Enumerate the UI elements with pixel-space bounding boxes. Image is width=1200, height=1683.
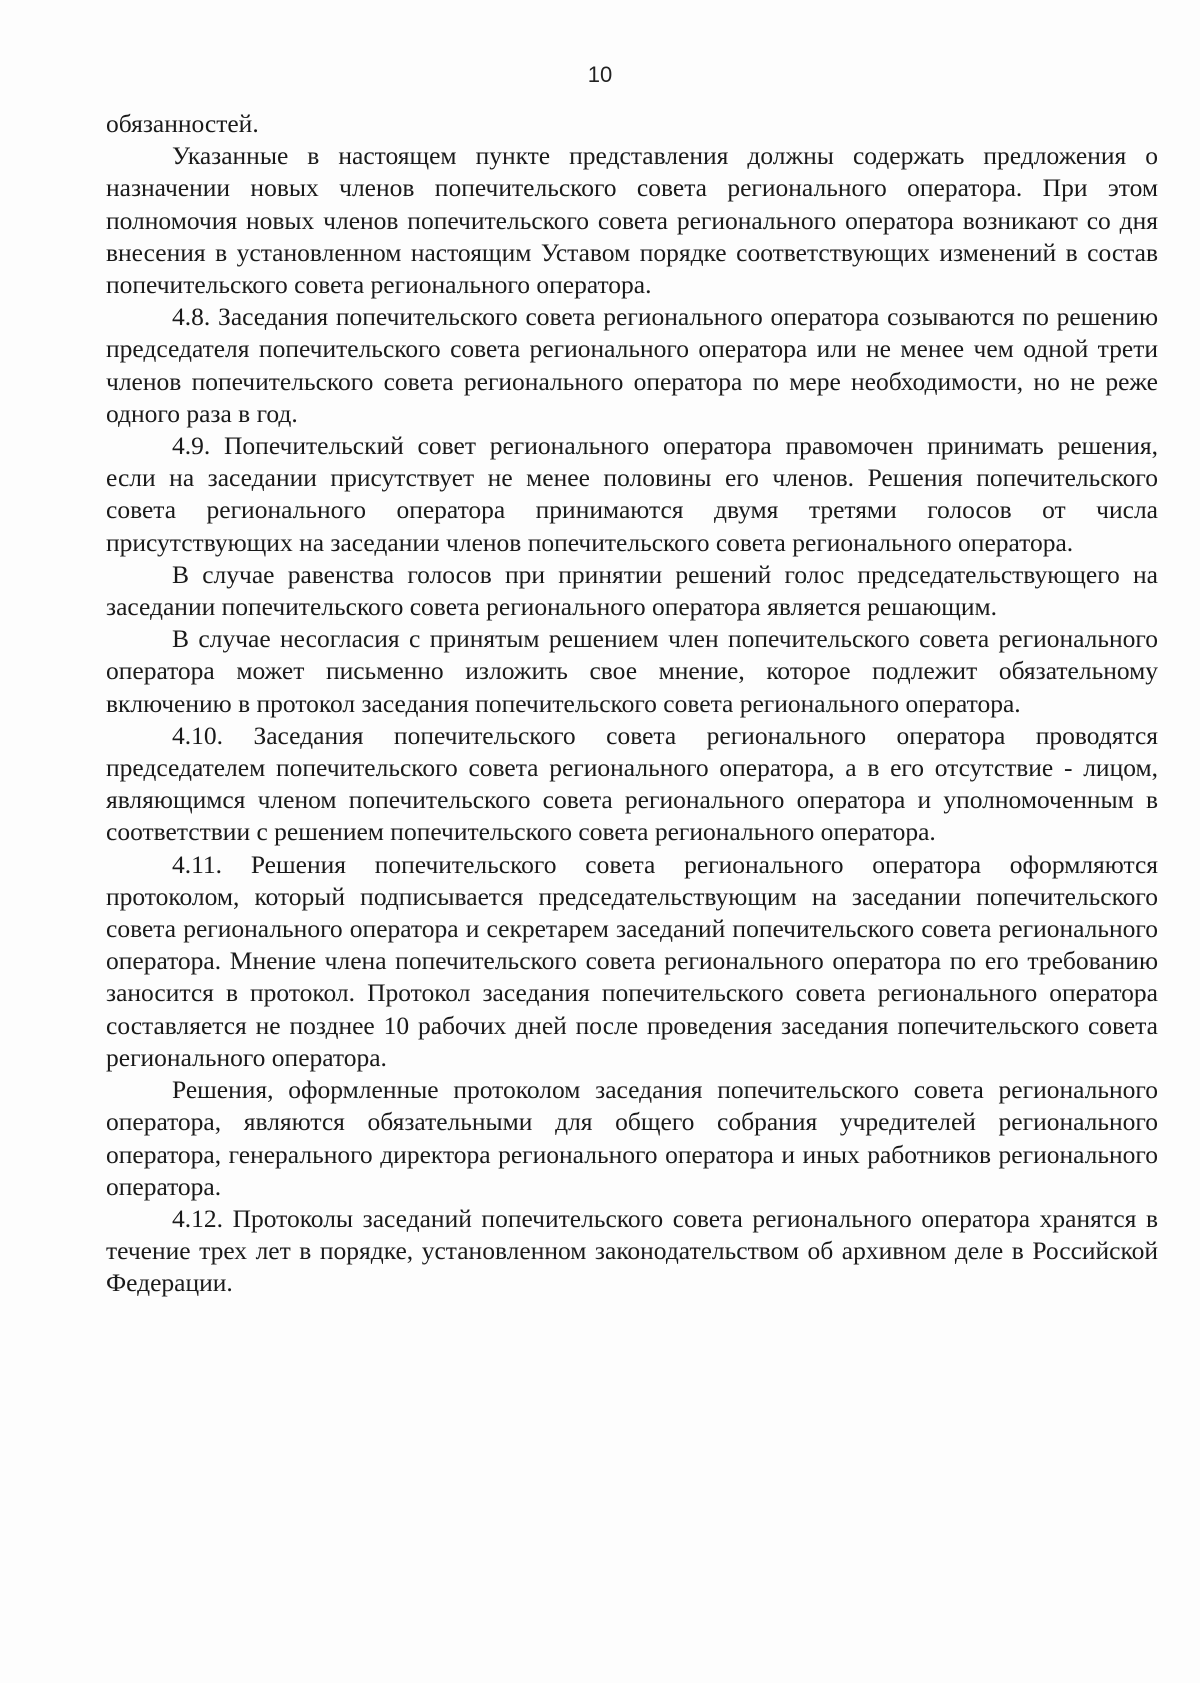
- document-body: [106, 108, 1158, 1300]
- paragraph-tie-vote: В случае равенства голосов при принятии решений голос председательствующего на заседании попечительского совета регионального оператора является решающим.: [106, 559, 1158, 622]
- paragraph-4-9: 4.9. Попечительский совет регионального оператора правомочен принимать решения, если на заседании присутствует не менее половины его членов. Решения попечительского совета регионального оператора принимаются двумя третями голосов от числа присутствующих на заседании членов попечительского совета регионального оператора.: [106, 431, 1158, 557]
- page-number: 10: [587, 62, 613, 87]
- paragraph-disagreement: В случае несогласия с принятым решением член попечительского совета регионального оператора может письменно изложить свое мнение, которое подлежит обязательному включению в протокол заседания попечительского совета регионального оператора.: [106, 624, 1158, 718]
- paragraph-continuation: обязанностей.: [106, 109, 259, 138]
- paragraph-4-10: 4.10. Заседания попечительского совета регионального оператора проводятся председателем попечительского совета регионального оператора, а в его отсутствие - лицом, являющимся членом попечительского совета регионального оператора и уполномоченным в соответствии с решением попечительского совета регионального оператора.: [106, 720, 1158, 847]
- paragraph-decisions-binding: Решения, оформленные протоколом заседания попечительского совета регионального оператора, являются обязательными для общего собрания учредителей регионального оператора, генерального директора регионального оператора и иных работников регионального оператора.: [106, 1075, 1158, 1201]
- paragraph-4-11: 4.11. Решения попечительского совета регионального оператора оформляются протоколом, который подписывается председательствующим на заседании попечительского совета регионального оператора и секретарем заседаний попечительского совета регионального оператора. Мнение члена попечительского совета регионального оператора по его требованию заносится в протокол. Протокол заседания попечительского совета регионального оператора составляется не позднее 10 рабочих дней после проведения заседания попечительского совета регионального оператора.: [106, 849, 1158, 1072]
- paragraph-representations: Указанные в настоящем пункте представления должны содержать предложения о назначении новых членов попечительского совета регионального оператора. При этом полномочия новых членов попечительского совета регионального оператора возникают со дня внесения в установленном настоящим Уставом порядке соответствующих изменений в состав попечительского совета регионального оператора.: [106, 141, 1158, 300]
- paragraph-4-8: 4.8. Заседания попечительского совета регионального оператора созываются по решению председателя попечительского совета регионального оператора или не менее чем одной трети членов попечительского совета регионального оператора по мере необходимости, но не реже одного раза в год.: [106, 302, 1158, 428]
- paragraph-4-12: 4.12. Протоколы заседаний попечительского совета регионального оператора хранятся в течение трех лет в порядке, установленном законодательством об архивном деле в Российской Федерации.: [106, 1203, 1158, 1298]
